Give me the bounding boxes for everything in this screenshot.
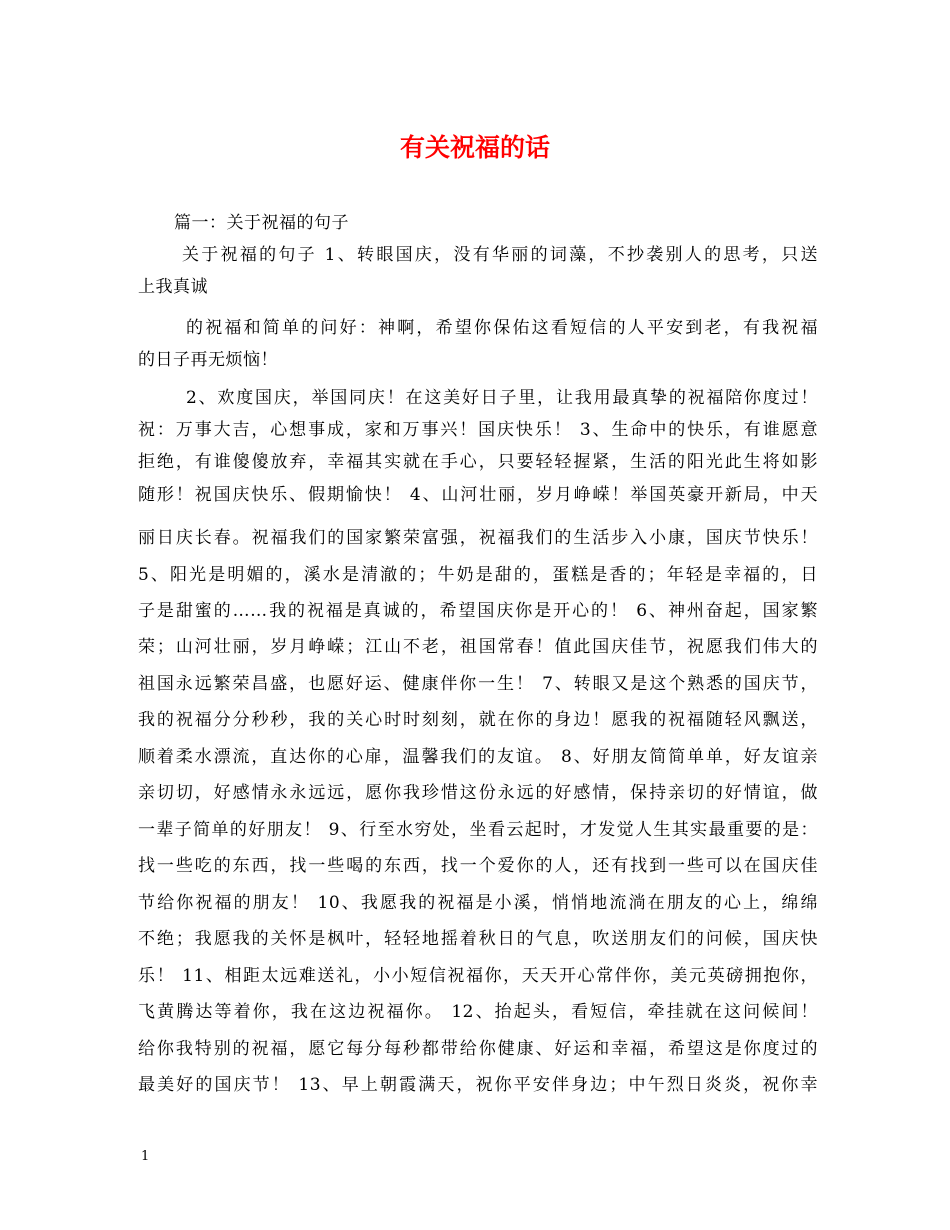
paragraph-line: 关于祝福的句子 1、转眼国庆，没有华丽的词藻，不抄袭别人的思考，只送 [182, 245, 818, 265]
paragraph-line: 丽日庆长春。祝福我们的国家繁荣富强，祝福我们的生活步入小康，国庆节快乐！ [138, 528, 818, 548]
paragraph-line: 一辈子简单的好朋友！ 9、行至水穷处，坐看云起时，才发觉人生其实最重要的是： [138, 820, 818, 840]
paragraph-line: 节给你祝福的朋友！ 10、我愿我的祝福是小溪，悄悄地流淌在朋友的心上，绵绵 [138, 893, 818, 913]
paragraph-line: 祖国永远繁荣昌盛，也愿好运、健康伴你一生！ 7、转眼又是这个熟悉的国庆节， [138, 674, 818, 694]
paragraph-line: 飞黄腾达等着你，我在这边祝福你。 12、抬起头，看短信，牵挂就在这问候间！ [138, 1002, 818, 1022]
paragraph-line: 子是甜蜜的……我的祝福是真诚的，希望国庆你是开心的！ 6、神州奋起，国家繁 [138, 601, 818, 621]
paragraph-line: 拒绝，有谁傻傻放弃，幸福其实就在手心，只要轻轻握紧，生活的阳光此生将如影 [138, 452, 818, 472]
paragraph-line: 不绝；我愿我的关怀是枫叶，轻轻地摇着秋日的气息，吹送朋友们的问候，国庆快 [138, 929, 818, 949]
paragraph-line: 随形！祝国庆快乐、假期愉快！ 4、山河壮丽，岁月峥嵘！举国英豪开新局，中天 [138, 485, 818, 505]
paragraph-line: 找一些吃的东西，找一些喝的东西，找一个爱你的人，还有找到一些可以在国庆佳 [138, 856, 818, 876]
paragraph-line: 5、阳光是明媚的，溪水是清澈的；牛奶是甜的，蛋糕是香的；年轻是幸福的，日 [138, 565, 818, 585]
paragraph-line: 亲切切，好感情永永远远，愿你我珍惜这份永远的好感情，保持亲切的好情谊，做 [138, 783, 818, 803]
paragraph-line: 给你我特别的祝福，愿它每分每秒都带给你健康、好运和幸福，希望这是你度过的 [138, 1039, 818, 1059]
paragraph-line: 2、欢度国庆，举国同庆！在这美好日子里，让我用最真挚的祝福陪你度过！ [186, 388, 818, 408]
paragraph-line: 荣；山河壮丽，岁月峥嵘；江山不老，祖国常春！值此国庆佳节，祝愿我们伟大的 [138, 637, 818, 657]
paragraph-line: 祝：万事大吉，心想事成，家和万事兴！国庆快乐！ 3、生命中的快乐，有谁愿意 [138, 420, 818, 440]
paragraph-line: 上我真诚 [138, 277, 208, 297]
document-title: 有关祝福的话 [399, 133, 550, 162]
paragraph-line: 的日子再无烦恼！ [138, 350, 278, 370]
paragraph-line: 最美好的国庆节！ 13、早上朝霞满天，祝你平安伴身边；中午烈日炎炎，祝你幸 [138, 1075, 818, 1095]
section-heading: 篇一：关于祝福的句子 [174, 213, 349, 233]
paragraph-line: 乐！ 11、相距太远难送礼，小小短信祝福你，天天开心常伴你，美元英磅拥抱你， [138, 966, 818, 986]
paragraph-line: 我的祝福分分秒秒，我的关心时时刻刻，就在你的身边！愿我的祝福随轻风飘送， [138, 710, 818, 730]
page-number: 1 [141, 1149, 150, 1164]
paragraph-line: 顺着柔水漂流，直达你的心扉，温馨我们的友谊。 8、好朋友简简单单，好友谊亲 [138, 747, 818, 767]
paragraph-line: 的祝福和简单的问好：神啊，希望你保佑这看短信的人平安到老，有我祝福 [186, 318, 818, 338]
